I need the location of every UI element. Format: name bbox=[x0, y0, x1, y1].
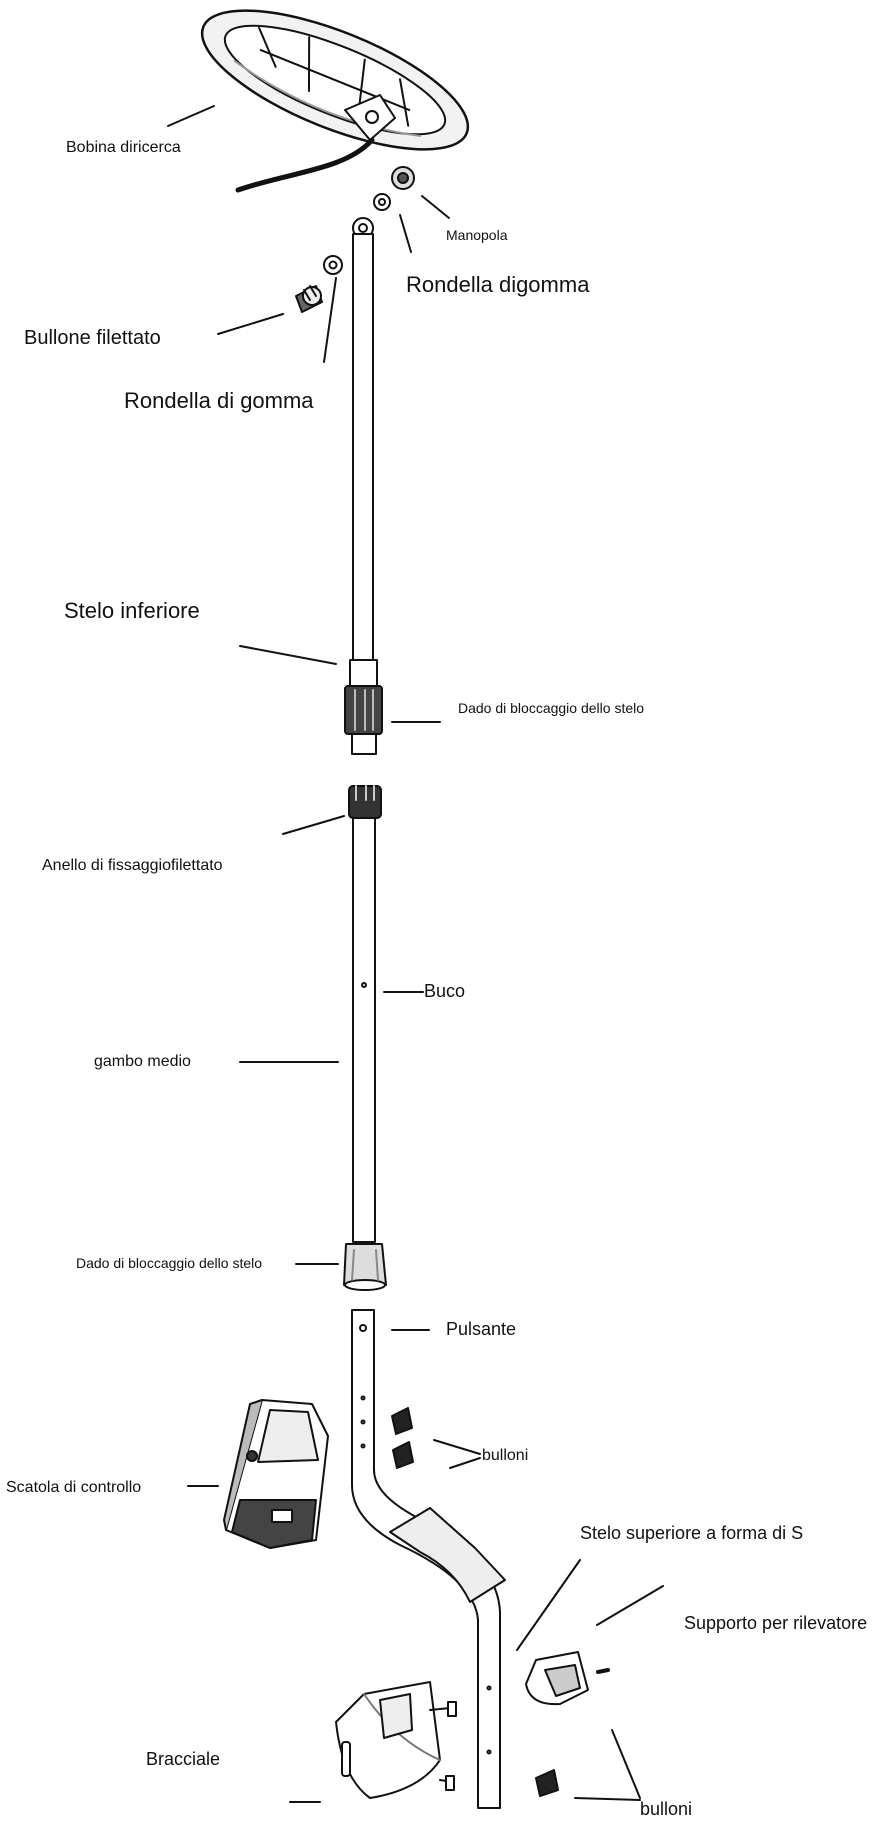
armrest bbox=[336, 1682, 456, 1798]
label-search-coil: Bobina diricerca bbox=[66, 139, 181, 156]
label-armrest: Bracciale bbox=[146, 1749, 221, 1769]
bolts-bottom bbox=[536, 1770, 558, 1796]
threaded-bolt bbox=[296, 286, 322, 312]
label-control-box: Scatola di controllo bbox=[6, 1479, 142, 1496]
lower-stem bbox=[345, 218, 382, 754]
middle-shaft bbox=[344, 786, 386, 1290]
label-bolts-control: bulloni bbox=[482, 1447, 529, 1464]
control-box bbox=[224, 1400, 328, 1548]
label-detector-support: Supporto per rilevatore bbox=[684, 1613, 868, 1633]
search-coil bbox=[185, 0, 484, 190]
knob bbox=[392, 167, 414, 189]
label-threaded-bolt: Bullone filettato bbox=[24, 327, 161, 349]
label-button: Pulsante bbox=[446, 1319, 517, 1339]
bolts-control bbox=[392, 1408, 413, 1468]
label-middle-shaft: gambo medio bbox=[94, 1053, 191, 1070]
rubber-washer-left bbox=[324, 256, 342, 274]
label-stem-lock-nut-top: Dado di bloccaggio dello stelo bbox=[458, 700, 645, 716]
label-bolts-bottom: bulloni bbox=[640, 1799, 693, 1819]
label-threaded-ring: Anello di fissaggiofilettato bbox=[42, 857, 223, 874]
label-hole: Buco bbox=[424, 981, 466, 1001]
detector-support bbox=[526, 1652, 608, 1704]
label-lower-stem: Stelo inferiore bbox=[64, 598, 200, 623]
label-knob: Manopola bbox=[446, 227, 508, 243]
label-stem-lock-nut-bottom: Dado di bloccaggio dello stelo bbox=[76, 1255, 263, 1271]
label-rubber-washer-top: Rondella digomma bbox=[406, 272, 590, 297]
label-rubber-washer-left: Rondella di gomma bbox=[124, 388, 314, 413]
label-s-upper-stem: Stelo superiore a forma di S bbox=[580, 1523, 804, 1543]
rubber-washer-top bbox=[374, 194, 390, 210]
